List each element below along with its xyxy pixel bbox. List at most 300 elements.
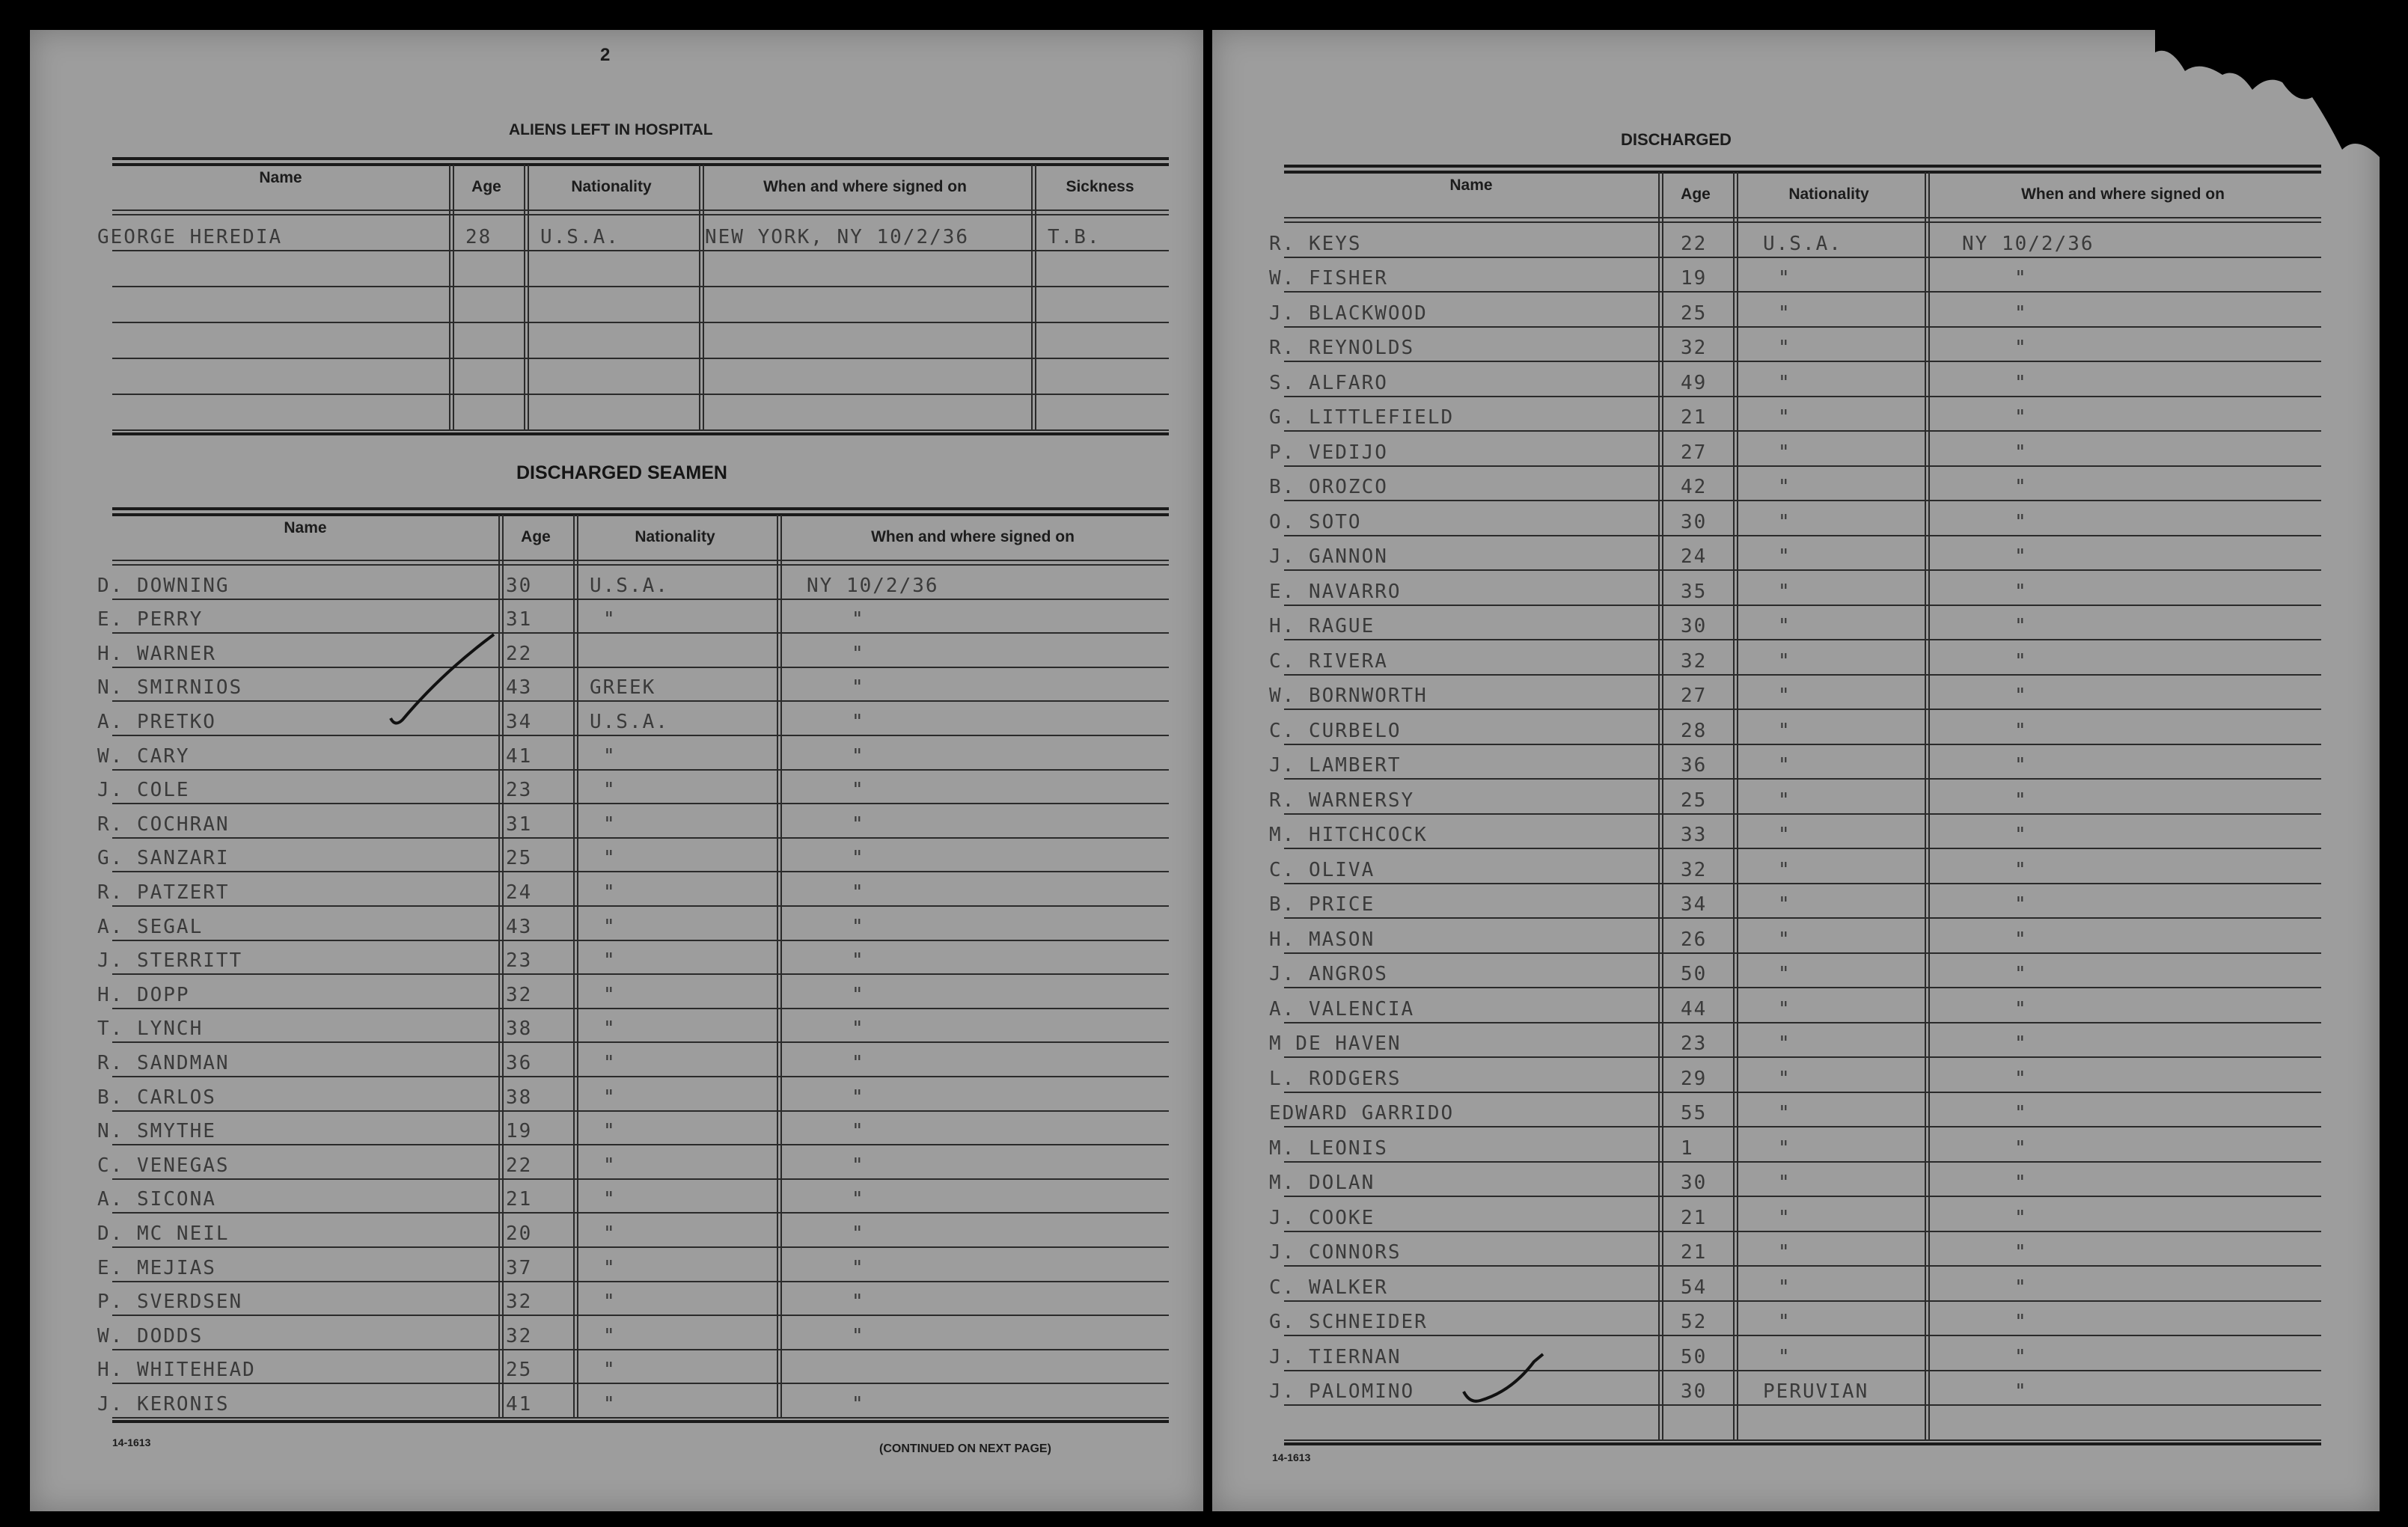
cell-signed: ": [852, 1256, 865, 1279]
table-row: [1269, 848, 2321, 883]
cell-signed: ": [2014, 824, 2028, 846]
cell-nationality: ": [603, 1120, 617, 1143]
cell-age: 24: [506, 881, 533, 904]
cell-age: 43: [506, 915, 533, 938]
cell-signed: ": [2014, 893, 2028, 916]
cell-name: GEORGE HEREDIA: [97, 226, 283, 248]
cell-signed: ": [852, 676, 865, 700]
cell-name: M. HITCHCOCK: [1269, 824, 1428, 846]
cell-age: 34: [506, 710, 533, 733]
cell-signed: ": [2014, 1032, 2028, 1055]
cell-nationality: ": [1778, 1241, 1791, 1264]
cell-nationality: ": [1778, 1172, 1791, 1194]
table-row: [1269, 1370, 2321, 1405]
cell-nationality: ": [603, 608, 617, 631]
cell-name: B. OROZCO: [1269, 476, 1388, 498]
cell-name: C. WALKER: [1269, 1276, 1388, 1299]
table-row: [1269, 917, 2321, 952]
cell-nationality: ": [1778, 1206, 1791, 1229]
table-row: [97, 1110, 1169, 1145]
table-top-rule: [112, 513, 1169, 516]
cell-nationality: ": [603, 813, 617, 836]
cell-signed: ": [852, 1222, 865, 1245]
cell-name: S. ALFARO: [1269, 371, 1388, 394]
discharged-seamen-table: [97, 507, 1169, 1465]
cell-signed: ": [852, 949, 865, 973]
cell-signed: ": [2014, 1311, 2028, 1333]
table-row: [97, 700, 1169, 735]
cell-name: G. LITTLEFIELD: [1269, 406, 1455, 429]
table-row: [1269, 674, 2321, 709]
table-bottom-rule: [112, 432, 1169, 435]
table-row: [1269, 396, 2321, 431]
torn-corner: [2155, 30, 2380, 157]
cell-name: R. WARNERSY: [1269, 789, 1415, 812]
table-row: [97, 599, 1169, 633]
table-row: [1269, 987, 2321, 1022]
table-row: [97, 1281, 1169, 1315]
column-header: When and where signed on: [2021, 186, 2225, 203]
cell-signed: ": [852, 1392, 865, 1416]
column-header: Name: [1449, 177, 1493, 194]
cell-age: 23: [1681, 1032, 1708, 1055]
cell-name: J. CONNORS: [1269, 1241, 1402, 1264]
cell-signed: ": [2014, 1345, 2028, 1368]
cell-signed: ": [2014, 615, 2028, 637]
column-header: Age: [1681, 186, 1711, 203]
cell-nationality: ": [1778, 1102, 1791, 1124]
cell-age: 25: [506, 1359, 533, 1382]
cell-nationality: ": [1778, 441, 1791, 464]
cell-nationality: ": [1778, 858, 1791, 881]
cell-name: O. SOTO: [1269, 510, 1362, 533]
cell-age: 21: [1681, 1206, 1708, 1229]
cell-age: 44: [1681, 997, 1708, 1020]
cell-name: H. DOPP: [97, 983, 190, 1006]
cell-name: E. MEJIAS: [97, 1256, 216, 1279]
table-top-rule: [112, 507, 1169, 510]
cell-nationality: ": [603, 1291, 617, 1314]
cell-name: W. DODDS: [97, 1324, 204, 1347]
cell-nationality: PERUVIAN: [1763, 1380, 1869, 1403]
cell-age: 31: [506, 608, 533, 631]
cell-signed: ": [2014, 337, 2028, 359]
cell-nationality: ": [603, 1222, 617, 1245]
cell-signed: ": [2014, 267, 2028, 290]
cell-nationality: ": [1778, 302, 1791, 325]
cell-signed: ": [852, 642, 865, 665]
cell-age: 37: [506, 1256, 533, 1279]
table-row: [97, 837, 1169, 872]
check-mark-right: [1459, 1332, 1579, 1451]
table-row: [97, 1383, 1169, 1417]
table-row: [1269, 1126, 2321, 1161]
cell-name: J. TIERNAN: [1269, 1345, 1402, 1368]
column-header: Age: [521, 528, 551, 545]
cell-nationality: ": [603, 1256, 617, 1279]
cell-signed: ": [852, 1018, 865, 1041]
cell-sickness: T.B.: [1048, 226, 1101, 248]
cell-age: 49: [1681, 371, 1708, 394]
cell-name: N. SMIRNIOS: [97, 676, 243, 700]
cell-nationality: ": [1778, 1276, 1791, 1299]
cell-signed: ": [2014, 1172, 2028, 1194]
column-header: Name: [259, 169, 302, 186]
cell-name: R. SANDMAN: [97, 1051, 230, 1074]
cell-nationality: ": [1778, 406, 1791, 429]
cell-name: J. COLE: [97, 779, 190, 802]
cell-nationality: ": [1778, 789, 1791, 812]
cell-name: A. PRETKO: [97, 710, 216, 733]
cell-signed: ": [852, 1086, 865, 1109]
cell-signed: ": [2014, 580, 2028, 603]
cell-nationality: ": [1778, 1067, 1791, 1090]
table-row: [97, 564, 1169, 599]
cell-signed: ": [852, 881, 865, 904]
cell-nationality: ": [603, 1359, 617, 1382]
cell-nationality: ": [1778, 337, 1791, 359]
cell-nationality: ": [1778, 615, 1791, 637]
cell-name: P. SVERDSEN: [97, 1291, 243, 1314]
cell-name: M. DOLAN: [1269, 1172, 1375, 1194]
cell-age: 36: [1681, 754, 1708, 777]
cell-nationality: ": [603, 1188, 617, 1211]
cell-name: E. PERRY: [97, 608, 204, 631]
cell-age: 22: [506, 1154, 533, 1177]
cell-name: J. BLACKWOOD: [1269, 302, 1428, 325]
cell-name: J. PALOMINO: [1269, 1380, 1415, 1403]
table-row: [97, 803, 1169, 837]
table-row: [1269, 1335, 2321, 1370]
table-row: [97, 1076, 1169, 1110]
cell-nationality: ": [603, 983, 617, 1006]
cell-age: 41: [506, 1392, 533, 1416]
cell-name: J. COOKE: [1269, 1206, 1375, 1229]
row-rule: [112, 250, 1169, 251]
column-rule: [1031, 165, 1033, 429]
table-row: [97, 1246, 1169, 1281]
cell-name: J. ANGROS: [1269, 963, 1388, 985]
cell-age: 20: [506, 1222, 533, 1245]
cell-age: 30: [1681, 510, 1708, 533]
cell-signed: ": [852, 915, 865, 938]
table-row: [1269, 257, 2321, 292]
cell-age: 25: [1681, 302, 1708, 325]
discharged-table-continued: [1269, 165, 2321, 1481]
cell-signed: ": [2014, 928, 2028, 951]
cell-age: 32: [1681, 858, 1708, 881]
form-number-right: 14-1613: [1272, 1451, 1311, 1463]
column-rule: [1035, 165, 1036, 429]
header-rule: [1284, 217, 2321, 218]
row-rule: [112, 286, 1169, 287]
cell-signed: NY 10/2/36: [1962, 232, 2094, 255]
cell-age: 36: [506, 1051, 533, 1074]
cell-signed: ": [852, 1188, 865, 1211]
cell-signed: ": [2014, 441, 2028, 464]
cell-age: 43: [506, 676, 533, 700]
header-rule: [112, 209, 1169, 211]
cell-nationality: ": [1778, 928, 1791, 951]
cell-age: 35: [1681, 580, 1708, 603]
cell-nationality: ": [603, 949, 617, 973]
cell-age: 42: [1681, 476, 1708, 498]
cell-name: EDWARD GARRIDO: [1269, 1102, 1455, 1124]
cell-age: 28: [465, 226, 492, 248]
column-rule: [453, 165, 454, 429]
table-row: [97, 1008, 1169, 1042]
cell-signed: ": [852, 608, 865, 631]
cell-age: 29: [1681, 1067, 1708, 1090]
table-row: [97, 871, 1169, 905]
cell-name: R. REYNOLDS: [1269, 337, 1415, 359]
cell-nationality: ": [603, 847, 617, 870]
table-row: [97, 1349, 1169, 1383]
cell-nationality: ": [1778, 510, 1791, 533]
table-bottom-rule: [112, 1420, 1169, 1423]
table-row: [1269, 709, 2321, 744]
cell-name: A. VALENCIA: [1269, 997, 1415, 1020]
right-title: DISCHARGED: [1621, 130, 1732, 149]
table-row: [97, 632, 1169, 667]
table-top-rule: [112, 163, 1169, 166]
cell-name: C. VENEGAS: [97, 1154, 230, 1177]
cell-nationality: U.S.A.: [540, 226, 620, 248]
cell-signed: ": [2014, 1102, 2028, 1124]
cell-signed: ": [2014, 685, 2028, 707]
cell-name: T. LYNCH: [97, 1018, 204, 1041]
column-header: Age: [471, 178, 501, 195]
cell-name: M. LEONIS: [1269, 1136, 1388, 1160]
cell-age: 30: [1681, 1380, 1708, 1403]
cell-nationality: ": [1778, 997, 1791, 1020]
table-row: [1269, 1092, 2321, 1127]
cell-signed: ": [2014, 649, 2028, 673]
table-row: [1269, 1231, 2321, 1266]
cell-name: J. KERONIS: [97, 1392, 230, 1416]
cell-age: 38: [506, 1018, 533, 1041]
cell-signed: ": [852, 1051, 865, 1074]
page-number: 2: [600, 45, 611, 65]
cell-signed: ": [2014, 371, 2028, 394]
cell-name: H. WARNER: [97, 642, 216, 665]
cell-age: 38: [506, 1086, 533, 1109]
table-row: [1269, 1056, 2321, 1092]
table-row: [1269, 1022, 2321, 1057]
table-top-rule: [1284, 171, 2321, 174]
discharged-section-title: DISCHARGED SEAMEN: [516, 462, 727, 483]
cell-signed: ": [2014, 1276, 2028, 1299]
cell-signed: ": [2014, 545, 2028, 568]
cell-signed: ": [2014, 754, 2028, 777]
cell-name: J. STERRITT: [97, 949, 243, 973]
cell-name: H. MASON: [1269, 928, 1375, 951]
table-top-rule: [1284, 165, 2321, 168]
table-bottom-rule: [1284, 1442, 2321, 1445]
cell-signed: ": [2014, 406, 2028, 429]
table-row: [1269, 952, 2321, 988]
table-row: [1269, 326, 2321, 361]
cell-nationality: ": [603, 1086, 617, 1109]
table-row: [97, 1178, 1169, 1213]
cell-age: 31: [506, 813, 533, 836]
cell-nationality: ": [1778, 267, 1791, 290]
cell-nationality: ": [1778, 1032, 1791, 1055]
row-rule: [112, 1417, 1169, 1419]
table-row: [97, 735, 1169, 769]
cell-name: G. SCHNEIDER: [1269, 1311, 1428, 1333]
continued-note: (CONTINUED ON NEXT PAGE): [879, 1442, 1051, 1455]
cell-signed: ": [2014, 1067, 2028, 1090]
cell-age: 54: [1681, 1276, 1708, 1299]
cell-age: 30: [506, 574, 533, 597]
cell-signed: ": [2014, 719, 2028, 742]
hospital-table: [97, 157, 1169, 471]
cell-nationality: ": [1778, 685, 1791, 707]
cell-signed: ": [852, 983, 865, 1006]
table-row: [1269, 778, 2321, 813]
table-row: [1269, 569, 2321, 605]
cell-signed: ": [2014, 997, 2028, 1020]
table-row: [1269, 883, 2321, 918]
table-row: [1269, 744, 2321, 779]
cell-name: B. CARLOS: [97, 1086, 216, 1109]
table-row: [97, 905, 1169, 940]
table-row: [97, 973, 1169, 1008]
cell-nationality: ": [1778, 754, 1791, 777]
cell-signed: NY 10/2/36: [807, 574, 939, 597]
cell-age: 32: [506, 983, 533, 1006]
cell-name: J. LAMBERT: [1269, 754, 1402, 777]
table-top-rule: [112, 157, 1169, 160]
cell-nationality: ": [603, 744, 617, 768]
cell-age: 50: [1681, 963, 1708, 985]
cell-name: C. CURBELO: [1269, 719, 1402, 742]
table-row: [97, 214, 1169, 250]
cell-name: C. RIVERA: [1269, 649, 1388, 673]
cell-nationality: ": [1778, 545, 1791, 568]
cell-nationality: ": [603, 779, 617, 802]
cell-signed: ": [852, 1120, 865, 1143]
cell-nationality: ": [1778, 1345, 1791, 1368]
table-row: [1269, 1265, 2321, 1300]
cell-signed: ": [852, 744, 865, 768]
cell-age: 22: [1681, 232, 1708, 255]
cell-nationality: ": [1778, 824, 1791, 846]
cell-nationality: ": [603, 1051, 617, 1074]
column-rule: [703, 165, 704, 429]
cell-age: 24: [1681, 545, 1708, 568]
cell-age: 1: [1681, 1136, 1694, 1160]
cell-age: 28: [1681, 719, 1708, 742]
column-header: Nationality: [1788, 186, 1869, 203]
cell-signed: ": [852, 1154, 865, 1177]
table-row: [1269, 813, 2321, 848]
column-rule: [524, 165, 525, 429]
column-header: Name: [284, 519, 327, 536]
table-row: [1269, 1161, 2321, 1196]
cell-age: 19: [1681, 267, 1708, 290]
cell-nationality: ": [1778, 893, 1791, 916]
column-header: When and where signed on: [763, 178, 967, 195]
cell-nationality: ": [1778, 1136, 1791, 1160]
cell-nationality: ": [603, 1154, 617, 1177]
table-row: [1269, 430, 2321, 465]
row-rule: [112, 429, 1169, 431]
cell-nationality: ": [603, 881, 617, 904]
table-row: [1269, 1300, 2321, 1335]
table-row: [97, 667, 1169, 701]
cell-name: J. GANNON: [1269, 545, 1388, 568]
cell-signed: ": [852, 779, 865, 802]
right-page: [1212, 30, 2380, 1511]
cell-nationality: ": [1778, 371, 1791, 394]
table-row: [1269, 361, 2321, 396]
table-row: [1269, 221, 2321, 257]
cell-nationality: GREEK: [590, 676, 656, 700]
cell-age: 23: [506, 779, 533, 802]
row-rule: [1284, 1404, 2321, 1406]
cell-name: W. BORNWORTH: [1269, 685, 1428, 707]
table-row: [1269, 291, 2321, 326]
cell-name: H. WHITEHEAD: [97, 1359, 256, 1382]
cell-name: A. SEGAL: [97, 915, 204, 938]
cell-name: N. SMYTHE: [97, 1120, 216, 1143]
cell-nationality: U.S.A.: [1763, 232, 1842, 255]
cell-signed: ": [852, 1324, 865, 1347]
cell-name: R. KEYS: [1269, 232, 1362, 255]
cell-age: 25: [506, 847, 533, 870]
cell-age: 55: [1681, 1102, 1708, 1124]
cell-name: H. RAGUE: [1269, 615, 1375, 637]
cell-age: 32: [506, 1291, 533, 1314]
cell-name: R. COCHRAN: [97, 813, 230, 836]
cell-name: M DE HAVEN: [1269, 1032, 1402, 1055]
cell-age: 26: [1681, 928, 1708, 951]
cell-age: 21: [1681, 406, 1708, 429]
table-row: [97, 1315, 1169, 1349]
cell-signed: ": [2014, 1136, 2028, 1160]
cell-nationality: ": [603, 1018, 617, 1041]
cell-age: 32: [1681, 649, 1708, 673]
table-row: [1269, 535, 2321, 570]
cell-signed: ": [2014, 302, 2028, 325]
cell-nationality: ": [1778, 476, 1791, 498]
cell-nationality: ": [603, 915, 617, 938]
cell-signed: ": [852, 710, 865, 733]
cell-name: B. PRICE: [1269, 893, 1375, 916]
cell-age: 52: [1681, 1311, 1708, 1333]
cell-signed: ": [852, 847, 865, 870]
cell-nationality: ": [1778, 963, 1791, 985]
cell-name: E. NAVARRO: [1269, 580, 1402, 603]
cell-signed: ": [852, 1291, 865, 1314]
cell-nationality: ": [1778, 1311, 1791, 1333]
cell-name: C. OLIVA: [1269, 858, 1375, 881]
row-rule: [112, 322, 1169, 323]
cell-signed: ": [2014, 858, 2028, 881]
cell-nationality: ": [1778, 649, 1791, 673]
cell-name: W. FISHER: [1269, 267, 1388, 290]
cell-nationality: U.S.A.: [590, 710, 669, 733]
cell-name: G. SANZARI: [97, 847, 230, 870]
cell-name: L. RODGERS: [1269, 1067, 1402, 1090]
table-row: [97, 1144, 1169, 1178]
column-header: Sickness: [1066, 178, 1134, 195]
cell-age: 33: [1681, 824, 1708, 846]
row-rule: [112, 394, 1169, 395]
cell-name: R. PATZERT: [97, 881, 230, 904]
